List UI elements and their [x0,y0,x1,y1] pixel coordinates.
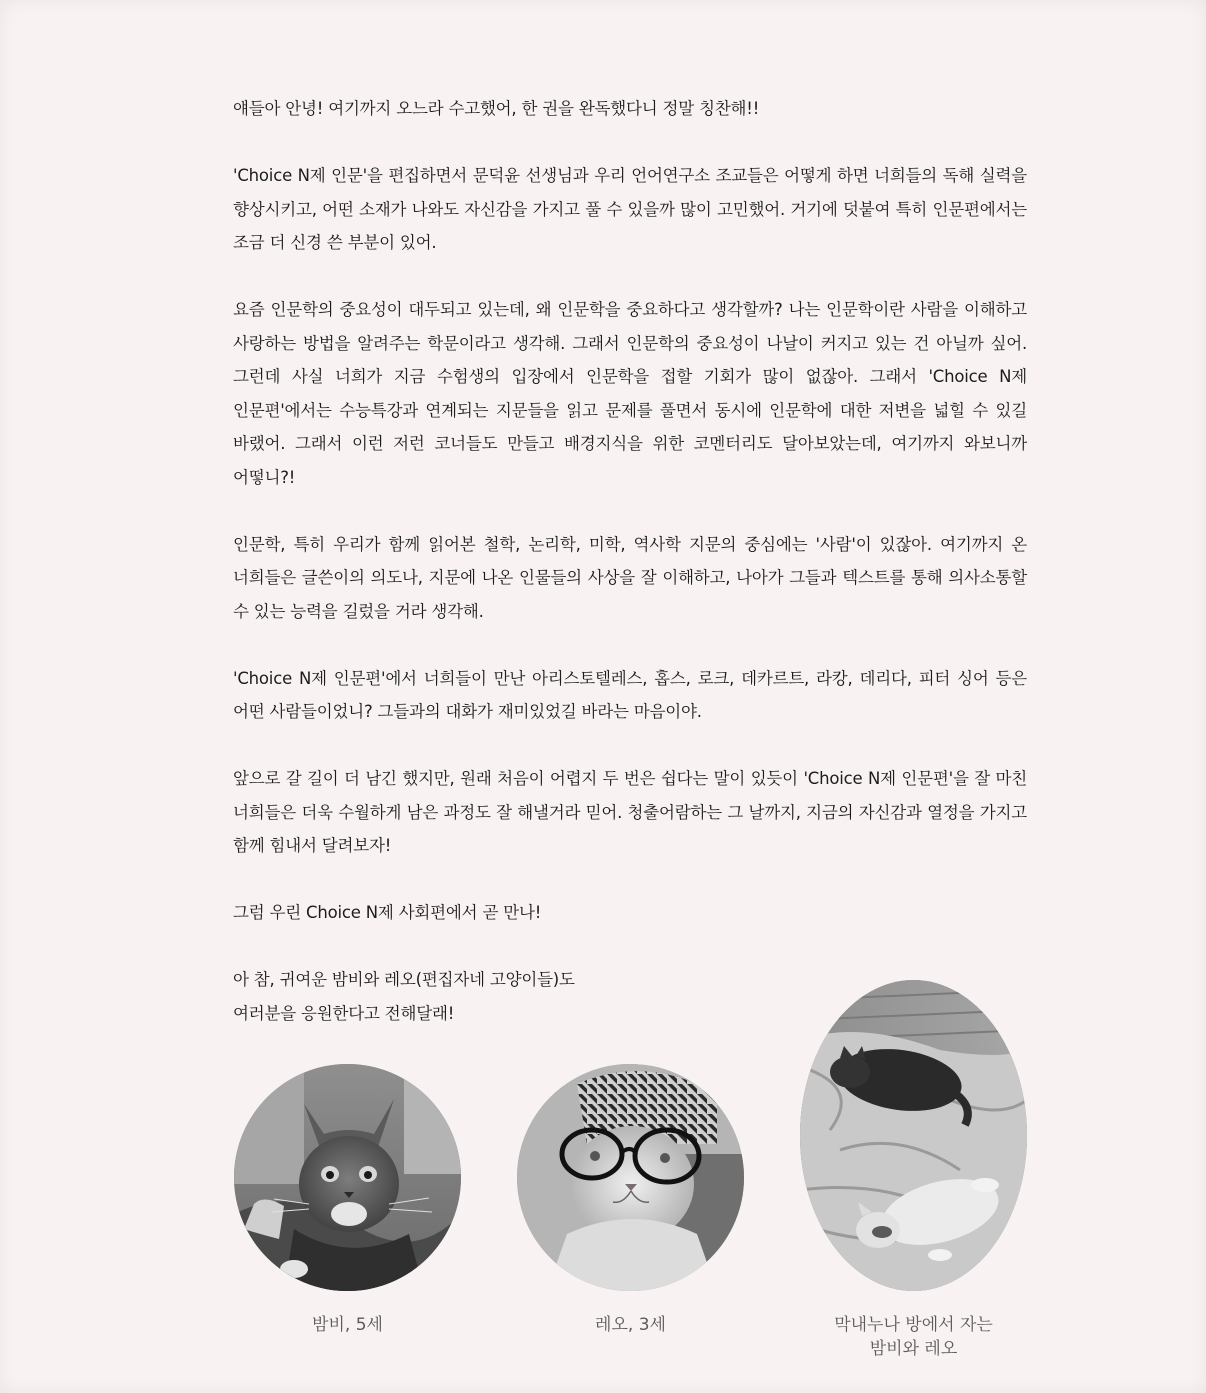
leo-cat-image [517,1064,744,1291]
bambi-caption: 밤비, 5세 [312,1315,383,1335]
both-cats-caption-line-2: 밤비와 레오 [869,1339,958,1359]
sleeping-cats-image [800,980,1027,1291]
humanities-importance-paragraph: 요즘 인문학의 중요성이 대두되고 있는데, 왜 인문학을 중요하다고 생각할까? 나는 인문학이란 사람을 이해하고 사랑하는 방법을 알려주는 학문이라고 생각해. 그래서 인문학의 중요성이 나날이 커지고 있는 건 아닐까 싶어. 그런데 사실 너희가 지금 수험생의 입장에서 인문학을 접할 기회가 많이 없잖아. 그래서 'Choice N제 인문편'에서는 수능특강과 연계되는 지문들을 읽고 문제를 풀면서 동시에 인문학에 대한 저변을 넓힐 수 있길 바랬어. 그래서 이런 저런 코너들도 만들고 배경지식을 위한 코멘터리도 달아보았는데, 여기까지 와보니까 어떻니?! [233,300,1027,487]
both-cats-caption [790,1313,1037,1361]
thinkers-paragraph: 'Choice N제 인문편'에서 너희들이 만난 아리스토텔레스, 홉스, 로크, 데카르트, 라캉, 데리다, 피터 싱어 등은 어떤 사람들이었니? 그들과의 대화가 재미있었길 바라는 마음이야. [233,668,1027,721]
bambi-and-leo-photo [800,980,1027,1291]
next-book-paragraph: 그럼 우린 Choice N제 사회편에서 곧 만나! [233,903,542,922]
leo-photo [517,1064,744,1291]
bambi-cat-image [234,1064,461,1291]
leo-caption: 레오, 3세 [595,1315,666,1335]
cats-line-1: 아 참, 귀여운 밤비와 레오(편집자네 고양이들)도 [233,970,575,989]
cats-line-2: 여러분을 응원한다고 전해달래! [233,1003,455,1023]
encouragement-paragraph: 앞으로 갈 길이 더 남긴 했지만, 원래 처음이 어렵지 두 번은 쉽다는 말이 있듯이 'Choice N제 인문편'을 잘 마친 너희들은 더욱 수월하게 남은 과정도 잘 해낼거라 믿어. 청출어람하는 그 날까지, 지금의 자신감과 열정을 가지고 함께 힘내서 달려보자! [233,769,1027,855]
both-cats-caption-line-1: 막내누나 방에서 자는 [834,1315,993,1335]
greeting-paragraph: 얘들아 안녕! 여기까지 오느라 수고했어, 한 권을 완독했다니 정말 칭찬해!! [233,99,760,118]
bambi-photo [234,1064,461,1291]
editing-paragraph: 'Choice N제 인문'을 편집하면서 문덕윤 선생님과 우리 언어연구소 조교들은 어떻게 하면 너희들의 독해 실력을 향상시키고, 어떤 소재가 나와도 자신감을 가지고 풀 수 있을까 많이 고민했어. 거기에 덧붙여 특히 인문편에서는 조금 더 신경 쓴 부분이 있어. [233,166,1027,252]
letter-body [233,92,1027,1030]
people-paragraph: 인문학, 특히 우리가 함께 읽어본 철학, 논리학, 미학, 역사학 지문의 중심에는 '사람'이 있잖아. 여기까지 온 너희들은 글쓴이의 의도나, 지문에 나온 인물들의 사상을 잘 이해하고, 나아가 그들과 텍스트를 통해 의사소통할 수 있는 능력을 길렀을 거라 생각해. [233,534,1027,621]
